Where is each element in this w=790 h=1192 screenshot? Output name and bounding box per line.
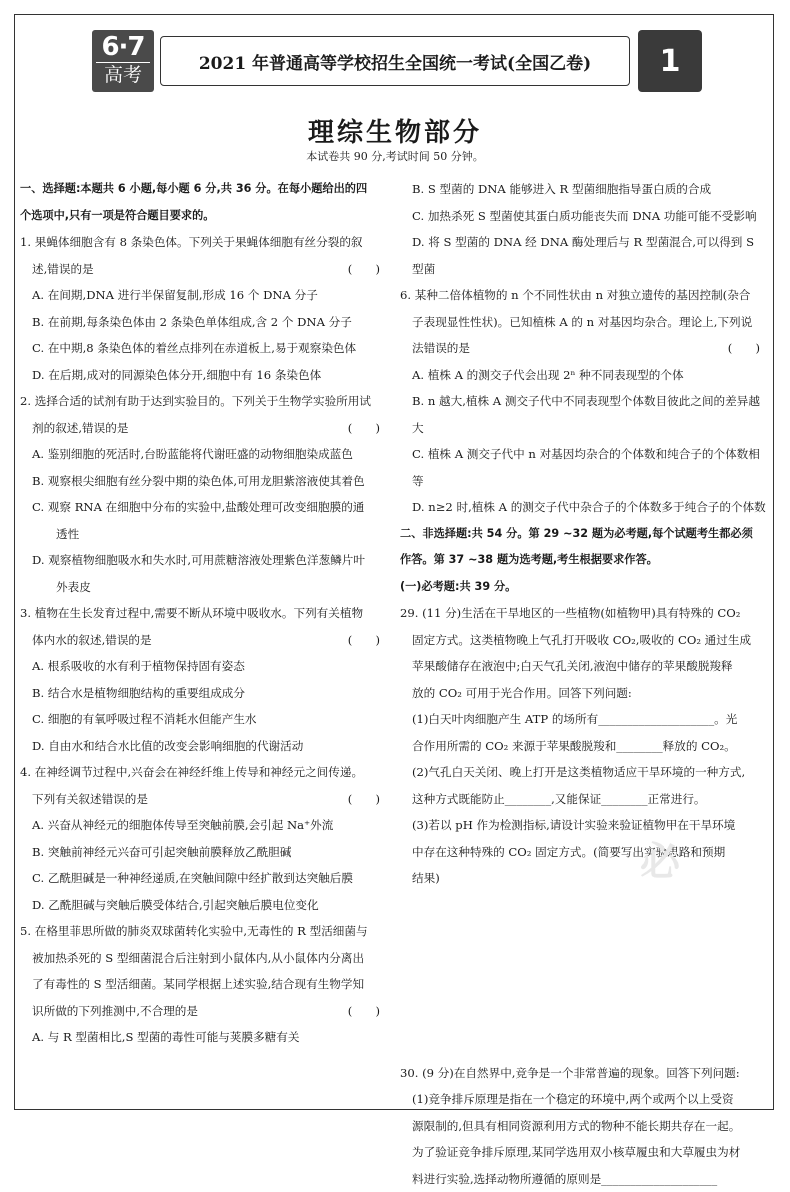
line-text: D. n≥2 时,植株 A 的测交子代中杂合子的个体数多于纯合子的个体数 <box>412 500 766 514</box>
text-line <box>400 309 768 336</box>
line-text: B. 突触前神经元兴奋可引起突触前膜释放乙酰胆碱 <box>32 845 291 859</box>
line-text: (2)气孔白天关闭、晚上打开是这类植物适应干旱环境的一种方式, <box>412 765 745 779</box>
text-line <box>20 176 388 203</box>
text-line <box>400 680 768 707</box>
answer-bracket: ( ) <box>348 415 388 442</box>
line-text: 6. 某种二倍体植物的 n 个不同性状由 n 对独立遗传的基因控制(杂合 <box>400 288 750 302</box>
line-text: D. 将 S 型菌的 DNA 经 DNA 酶处理后与 R 型菌混合,可以得到 S 型菌 <box>412 235 754 276</box>
line-text: 为了验证竞争排斥原理,某同学选用双小核草履虫和大草履虫为材 <box>412 1145 740 1159</box>
text-line <box>20 998 388 1025</box>
line-text: 中存在这种特殊的 CO₂ 固定方式。(简要写出实验思路和预期 <box>412 845 725 859</box>
text-line <box>20 494 388 521</box>
line-text: 4. 在神经调节过程中,兴奋会在神经纤维上传导和神经元之间传递。 <box>20 765 363 779</box>
text-line <box>400 362 768 389</box>
line-text: 30. (9 分)在自然界中,竞争是一个非常普遍的现象。回答下列问题: <box>400 1066 740 1080</box>
text-line <box>20 839 388 866</box>
line-text: 识所做的下列推测中,不合理的是 <box>32 1004 198 1018</box>
line-text: (1)竞争排斥原理是指在一个稳定的环境中,两个或两个以上受资 <box>412 1092 734 1106</box>
text-line <box>20 256 388 283</box>
answer-bracket: ( ) <box>348 256 388 283</box>
text-line <box>20 945 388 972</box>
line-text: B. 观察根尖细胞有丝分裂中期的染色体,可用龙胆紫溶液使其着色 <box>32 474 365 488</box>
line-text: 3. 植物在生长发育过程中,需要不断从环境中吸收水。下列有关植物 <box>20 606 363 620</box>
watermark: 必 <box>640 830 780 960</box>
line-text: 1. 果蝇体细胞含有 8 条染色体。下列关于果蝇体细胞有丝分裂的叙 <box>20 235 363 249</box>
line-text: 苹果酸储存在液泡中;白天气孔关闭,液泡中储存的苹果酸脱羧释 <box>412 659 733 673</box>
text-line <box>20 309 388 336</box>
text-line <box>400 600 768 627</box>
text-line <box>400 733 768 760</box>
line-text: 剂的叙述,错误的是 <box>32 421 128 435</box>
text-line <box>400 203 768 230</box>
text-line <box>400 706 768 733</box>
line-text: 子表现显性性状)。已知植株 A 的 n 对基因均杂合。理论上,下列说 <box>412 315 752 329</box>
exam-title: 2021 年普通高等学校招生全国统一考试(全国乙卷) <box>160 36 630 86</box>
line-text: 合作用所需的 CO₂ 来源于苹果酸脱羧和________释放的 CO₂。 <box>412 739 736 753</box>
line-text: B. n 越大,植株 A 测交子代中不同表现型个体数目彼此之间的差异越大 <box>412 394 760 435</box>
text-line <box>400 335 768 362</box>
line-text: 透性 <box>56 527 79 541</box>
text-line <box>400 627 768 654</box>
line-text: D. 自由水和结合水比值的改变会影响细胞的代谢活动 <box>32 739 303 753</box>
line-text: D. 在后期,成对的同源染色体分开,细胞中有 16 条染色体 <box>32 368 321 382</box>
line-text: 2. 选择合适的试剂有助于达到实验目的。下列关于生物学实验所用试 <box>20 394 371 408</box>
line-text: (1)白天叶肉细胞产生 ATP 的场所有____________________。光 <box>412 712 737 726</box>
line-text: (一)必考题:共 39 分。 <box>400 580 516 593</box>
line-text: 5. 在格里菲思所做的肺炎双球菌转化实验中,无毒性的 R 型活细菌与 <box>20 924 368 938</box>
text-line <box>20 733 388 760</box>
text-line <box>20 1024 388 1051</box>
text-line <box>20 918 388 945</box>
text-line <box>20 335 388 362</box>
line-text: A. 兴奋从神经元的细胞体传导至突触前膜,会引起 Na⁺外流 <box>32 818 333 832</box>
line-text: C. 在中期,8 条染色体的着丝点排列在赤道板上,易于观察染色体 <box>32 341 356 355</box>
text-line <box>20 547 388 574</box>
answer-bracket: ( ) <box>348 627 388 654</box>
text-line <box>400 547 768 574</box>
line-text: A. 鉴别细胞的死活时,台盼蓝能将代谢旺盛的动物细胞染成蓝色 <box>32 447 353 461</box>
text-line <box>400 1139 768 1166</box>
text-line <box>400 1086 768 1113</box>
logo-top: 6·7 <box>92 32 154 62</box>
line-text: A. 植株 A 的测交子代会出现 2ⁿ 种不同表现型的个体 <box>412 368 684 382</box>
line-text: C. 植株 A 测交子代中 n 对基因均杂合的个体数和纯合子的个体数相等 <box>412 447 760 488</box>
line-text: 述,错误的是 <box>32 262 94 276</box>
text-line <box>400 1166 768 1192</box>
line-text: 了有毒性的 S 型活细菌。某同学根据上述实验,结合现有生物学知 <box>32 977 364 991</box>
line-text: 固定方式。这类植物晚上气孔打开吸收 CO₂,吸收的 CO₂ 通过生成 <box>412 633 751 647</box>
text-line <box>20 653 388 680</box>
text-line <box>20 574 388 601</box>
text-line <box>400 574 768 601</box>
right-column <box>400 176 768 1192</box>
line-text: (3)若以 pH 作为检测指标,请设计实验来验证植物甲在干旱环境 <box>412 818 735 832</box>
text-line <box>20 971 388 998</box>
text-line <box>400 229 768 282</box>
text-line <box>400 388 768 441</box>
line-text: 29. (11 分)生活在干旱地区的一些植物(如植物甲)具有特殊的 CO₂ <box>400 606 740 620</box>
line-text: 放的 CO₂ 可用于光合作用。回答下列问题: <box>412 686 632 700</box>
text-line <box>20 388 388 415</box>
page-subtitle: 本试卷共 90 分,考试时间 50 分钟。 <box>0 148 790 164</box>
text-line <box>20 229 388 256</box>
line-text: C. 加热杀死 S 型菌使其蛋白质功能丧失而 DNA 功能可能不受影响 <box>412 209 757 223</box>
left-column <box>20 176 388 1051</box>
line-text: 体内水的叙述,错误的是 <box>32 633 152 647</box>
text-line <box>400 441 768 494</box>
text-line <box>400 786 768 813</box>
text-line <box>400 176 768 203</box>
text-line <box>20 441 388 468</box>
line-text: 结果) <box>412 871 440 885</box>
text-line <box>20 203 388 230</box>
line-text: 个选项中,只有一项是符合题目要求的。 <box>20 209 214 222</box>
line-text: A. 与 R 型菌相比,S 型菌的毒性可能与荚膜多糖有关 <box>32 1030 299 1044</box>
text-line <box>400 282 768 309</box>
text-line <box>20 627 388 654</box>
text-line <box>20 468 388 495</box>
text-line <box>400 494 768 521</box>
answer-bracket: ( ) <box>348 998 388 1025</box>
line-text: C. 观察 RNA 在细胞中分布的实验中,盐酸处理可改变细胞膜的通 <box>32 500 364 514</box>
line-text: 这种方式既能防止________,又能保证________正常进行。 <box>412 792 706 806</box>
brand-logo <box>92 30 154 92</box>
text-line <box>400 1113 768 1140</box>
text-line <box>20 521 388 548</box>
line-text: 外表皮 <box>56 580 91 594</box>
line-text: 法错误的是 <box>412 341 470 355</box>
text-line <box>20 362 388 389</box>
line-text: B. 在前期,每条染色体由 2 条染色单体组成,含 2 个 DNA 分子 <box>32 315 352 329</box>
text-line <box>20 600 388 627</box>
text-line <box>400 653 768 680</box>
page-number: 1 <box>638 30 702 92</box>
line-text: 被加热杀死的 S 型细菌混合后注射到小鼠体内,从小鼠体内分离出 <box>32 951 364 965</box>
text-line <box>400 1060 768 1087</box>
page-title: 理综生物部分 <box>0 112 790 149</box>
answer-bracket: ( ) <box>348 786 388 813</box>
line-text: D. 观察植物细胞吸水和失水时,可用蔗糖溶液处理紫色洋葱鳞片叶 <box>32 553 365 567</box>
text-line <box>20 786 388 813</box>
line-text: C. 细胞的有氧呼吸过程不消耗水但能产生水 <box>32 712 257 726</box>
line-text: A. 根系吸收的水有利于植物保持固有姿态 <box>32 659 245 673</box>
text-line <box>20 892 388 919</box>
line-text: 二、非选择题:共 54 分。第 29 ~32 题为必考题,每个试题考生都必须 <box>400 527 753 540</box>
line-text: B. S 型菌的 DNA 能够进入 R 型菌细胞指导蛋白质的合成 <box>412 182 711 196</box>
text-line <box>20 680 388 707</box>
text-line <box>20 865 388 892</box>
line-text: 料进行实验,选择动物所遵循的原则是____________________ <box>412 1172 717 1186</box>
line-text: C. 乙酰胆碱是一种神经递质,在突触间隙中经扩散到达突触后膜 <box>32 871 353 885</box>
answer-bracket: ( ) <box>728 335 768 362</box>
text-line <box>400 759 768 786</box>
line-text: 源限制的,但具有相同资源利用方式的物种不能长期共存在一起。 <box>412 1119 740 1133</box>
text-line <box>20 706 388 733</box>
line-text: A. 在间期,DNA 进行半保留复制,形成 16 个 DNA 分子 <box>32 288 318 302</box>
text-line <box>20 282 388 309</box>
line-text: B. 结合水是植物细胞结构的重要组成成分 <box>32 686 245 700</box>
text-line <box>400 521 768 548</box>
line-text: D. 乙酰胆碱与突触后膜受体结合,引起突触后膜电位变化 <box>32 898 319 912</box>
logo-bottom: 高考 <box>96 62 150 87</box>
line-text: 一、选择题:本题共 6 小题,每小题 6 分,共 36 分。在每小题给出的四 <box>20 182 367 195</box>
text-line <box>20 759 388 786</box>
line-text: 作答。第 37 ~38 题为选考题,考生根据要求作答。 <box>400 553 658 566</box>
page-header <box>92 30 702 92</box>
text-line <box>20 415 388 442</box>
line-text: 下列有关叙述错误的是 <box>32 792 148 806</box>
text-line <box>20 812 388 839</box>
